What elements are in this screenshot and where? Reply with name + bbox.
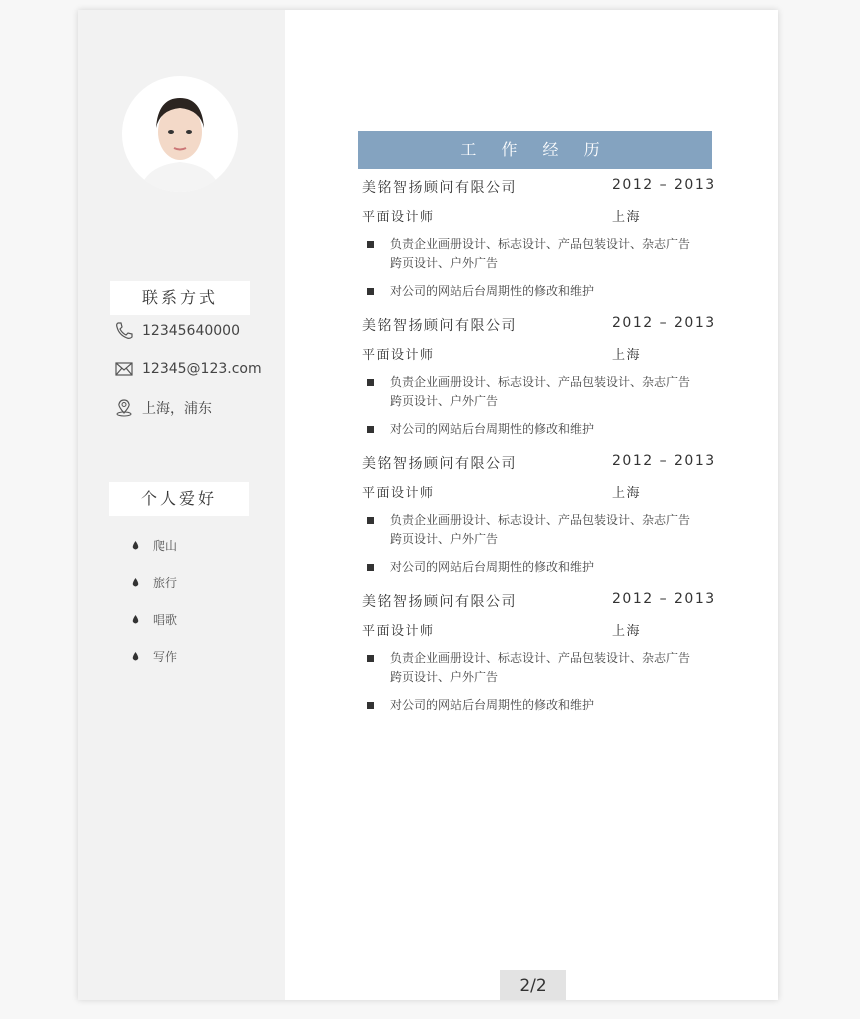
hobby-label: 写作 (153, 650, 178, 664)
droplet-icon (132, 652, 139, 661)
hobby-heading: 个人爱好 (109, 482, 249, 516)
duty-bullet: 对公司的网站后台周期性的修改和维护 (390, 558, 700, 577)
hobby-item (132, 611, 177, 628)
job-title: 平面设计师 (362, 210, 435, 225)
mail-icon (114, 359, 134, 379)
work-experience-heading: 工 作 经 历 (358, 131, 712, 169)
duty-bullet: 负责企业画册设计、标志设计、产品包装设计、杂志广告跨页设计、户外广告 (390, 649, 700, 687)
contact-phone (114, 321, 240, 341)
phone-text: 12345640000 (142, 323, 240, 339)
hobby-label: 爬山 (153, 539, 178, 553)
duty-bullet: 对公司的网站后台周期性的修改和维护 (390, 282, 700, 301)
job-location: 上海 (612, 210, 642, 225)
years: 2012 – 2013 (612, 591, 716, 607)
duty-bullet: 对公司的网站后台周期性的修改和维护 (390, 696, 700, 715)
job-location: 上海 (612, 486, 642, 501)
resume-page (78, 10, 778, 1000)
job-location: 上海 (612, 348, 642, 363)
location-icon (114, 398, 134, 418)
contact-heading: 联系方式 (110, 281, 250, 315)
droplet-icon (132, 578, 139, 587)
duty-bullet: 负责企业画册设计、标志设计、产品包装设计、杂志广告跨页设计、户外广告 (390, 511, 700, 549)
contact-location (114, 398, 212, 418)
contact-email (114, 359, 262, 379)
years: 2012 – 2013 (612, 315, 716, 331)
duty-bullet: 对公司的网站后台周期性的修改和维护 (390, 420, 700, 439)
hobby-item (132, 648, 177, 665)
job-location: 上海 (612, 624, 642, 639)
duty-bullet: 负责企业画册设计、标志设计、产品包装设计、杂志广告跨页设计、户外广告 (390, 235, 700, 273)
hobby-label: 旅行 (153, 576, 178, 590)
droplet-icon (132, 615, 139, 624)
company-name: 美铭智扬顾问有限公司 (362, 318, 517, 334)
job-title: 平面设计师 (362, 486, 435, 501)
years: 2012 – 2013 (612, 177, 716, 193)
duty-bullet: 负责企业画册设计、标志设计、产品包装设计、杂志广告跨页设计、户外广告 (390, 373, 700, 411)
email-text: 12345@123.com (142, 361, 262, 377)
location-text: 上海，浦东 (142, 401, 212, 417)
job-title: 平面设计师 (362, 624, 435, 639)
page-number: 2/2 (500, 970, 566, 1000)
sidebar (78, 10, 285, 1000)
company-name: 美铭智扬顾问有限公司 (362, 594, 517, 610)
company-name: 美铭智扬顾问有限公司 (362, 456, 517, 472)
hobby-item (132, 574, 177, 591)
years: 2012 – 2013 (612, 453, 716, 469)
job-title: 平面设计师 (362, 348, 435, 363)
phone-icon (114, 321, 134, 341)
hobby-label: 唱歌 (153, 613, 178, 627)
hobby-item (132, 537, 177, 554)
profile-photo (122, 76, 238, 192)
company-name: 美铭智扬顾问有限公司 (362, 180, 517, 196)
droplet-icon (132, 541, 139, 550)
